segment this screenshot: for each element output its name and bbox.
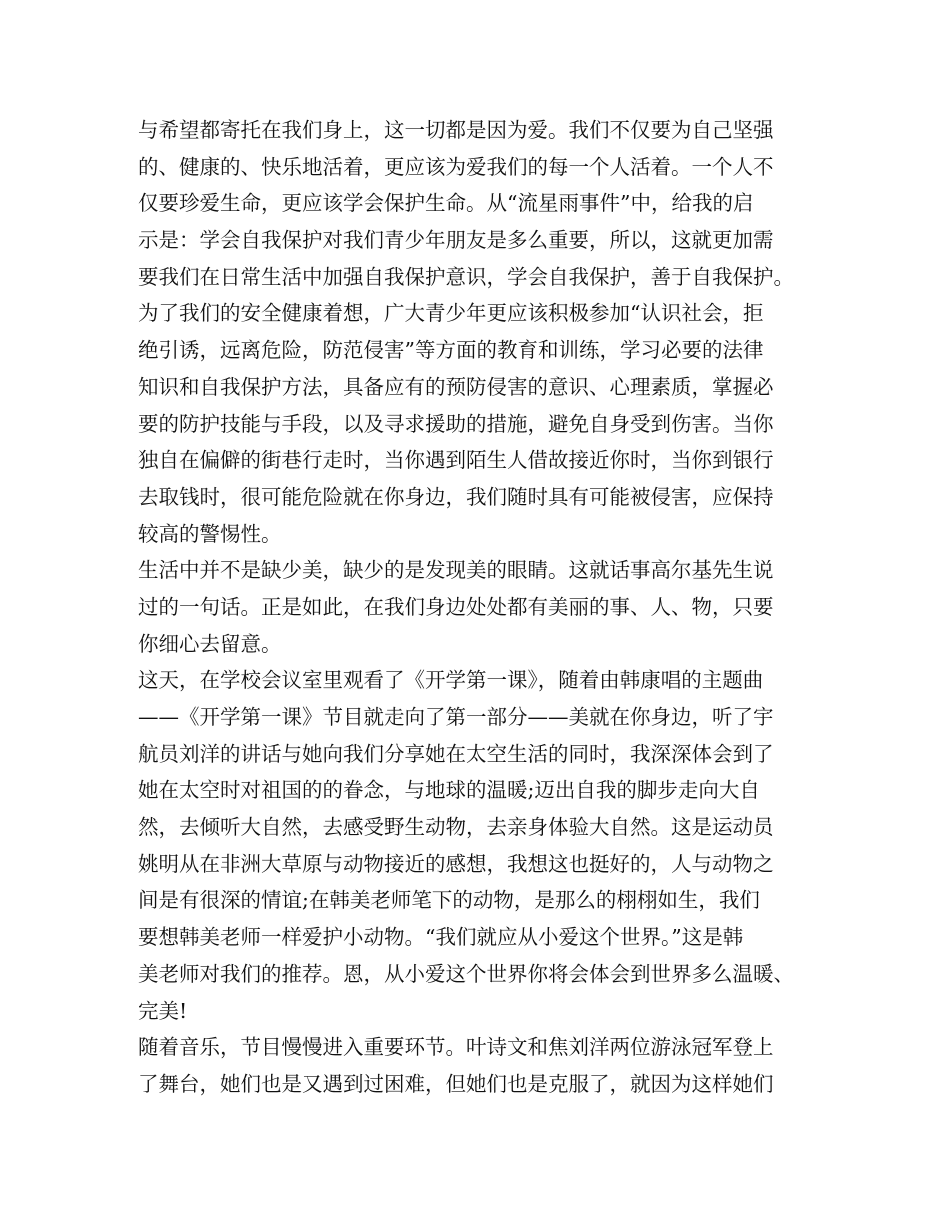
text-line: 了舞台，她们也是又遇到过困难，但她们也是克服了，就因为这样她们 bbox=[138, 1071, 774, 1096]
text-line: 然，去倾听大自然，去感受野生动物，去亲身体验大自然。这是运动员 bbox=[138, 815, 774, 840]
text-line: 独自在偏僻的街巷行走时，当你遇到陌生人借故接近你时，当你到银行 bbox=[138, 448, 774, 473]
text-line: 姚明从在非洲大草原与动物接近的感想，我想这也挺好的，人与动物之 bbox=[138, 851, 774, 876]
text-line: 要的防护技能与手段，以及寻求援助的措施，避免自身受到伤害。当你 bbox=[138, 411, 774, 436]
document-body bbox=[138, 112, 818, 1103]
text-line: 绝引诱，远离危险，防范侵害”等方面的教育和训练，学习必要的法律 bbox=[138, 338, 764, 363]
text-line: 知识和自我保护方法，具备应有的预防侵害的意识、心理素质，掌握必 bbox=[138, 374, 774, 399]
text-line: 要我们在日常生活中加强自我保护意识，学会自我保护，善于自我保护。 bbox=[138, 264, 794, 289]
text-line: 的、健康的、快乐地活着，更应该为爱我们的每一个人活着。一个人不 bbox=[138, 154, 774, 179]
text-line: 她在太空时对祖国的的眷念，与地球的温暖;迈出自我的脚步走向大自 bbox=[138, 778, 760, 803]
text-line: 去取钱时，很可能危险就在你身边，我们随时具有可能被侵害，应保持 bbox=[138, 484, 774, 509]
text-line: 与希望都寄托在我们身上，这一切都是因为爱。我们不仅要为自己坚强 bbox=[138, 118, 774, 142]
text-line: 航员刘洋的讲话与她向我们分享她在太空生活的同时，我深深体会到了 bbox=[138, 741, 774, 766]
text-line: 生活中并不是缺少美，缺少的是发现美的眼睛。这就话事高尔基先生说 bbox=[138, 558, 774, 583]
text-line: 间是有很深的情谊;在韩美老师笔下的动物，是那么的栩栩如生，我们 bbox=[138, 888, 760, 913]
text-line: 随着音乐，节目慢慢进入重要环节。叶诗文和焦刘洋两位游泳冠军登上 bbox=[138, 1035, 774, 1060]
text-line: ——《开学第一课》节目就走向了第一部分——美就在你身边，听了宇 bbox=[138, 705, 774, 729]
text-line: 仅要珍爱生命，更应该学会保护生命。从“流星雨事件”中，给我的启 bbox=[138, 191, 754, 216]
text-line: 你细心去留意。 bbox=[138, 631, 282, 656]
text-line: 较高的警惕性。 bbox=[138, 521, 282, 546]
text-line: 要想韩美老师一样爱护小动物。“我们就应从小爱这个世界。”这是韩 bbox=[138, 925, 744, 950]
text-line: 完美! bbox=[138, 998, 188, 1023]
text-line: 这天，在学校会议室里观看了《开学第一课》，随着由韩康唱的主题曲 bbox=[138, 668, 764, 693]
text-line: 美老师对我们的推荐。恩，从小爱这个世界你将会体会到世界多么温暖、 bbox=[138, 961, 794, 986]
text-line: 为了我们的安全健康着想，广大青少年更应该积极参加“认识社会，拒 bbox=[138, 301, 764, 326]
text-line: 示是：学会自我保护对我们青少年朋友是多么重要，所以，这就更加需 bbox=[138, 228, 774, 253]
text-line: 过的一句话。正是如此，在我们身边处处都有美丽的事、人、物，只要 bbox=[138, 594, 774, 619]
